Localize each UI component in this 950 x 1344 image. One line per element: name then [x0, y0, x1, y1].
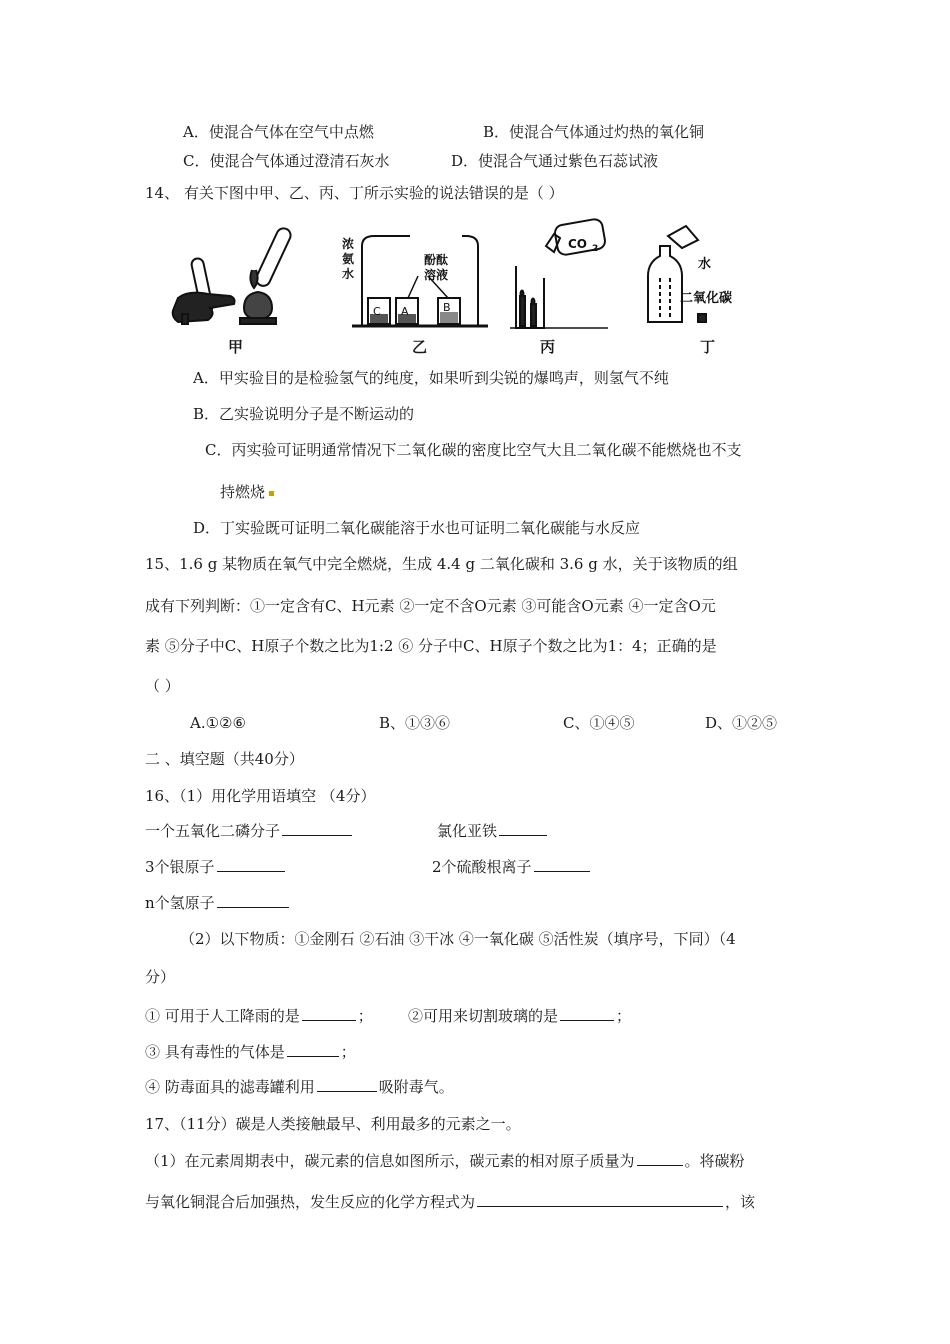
q16-toxic: ③ 具有毒性的气体是 ；	[145, 1043, 356, 1061]
answer-blank-rain[interactable]	[302, 1006, 356, 1021]
experiment-illustration	[170, 218, 770, 358]
answer-blank-glass[interactable]	[560, 1006, 614, 1021]
phenol-label-1: 酚酞	[424, 253, 449, 267]
q16-mask: ④ 防毒面具的滤毒罐利用 吸附毒气。	[145, 1078, 454, 1096]
q16-ag: 3个银原子	[145, 857, 287, 877]
answer-blank-mask[interactable]	[317, 1077, 377, 1092]
q15-option-c: C、①④⑤	[563, 714, 635, 732]
co2-subscript: 2	[592, 244, 599, 254]
figure-label-bing: 丙	[540, 338, 556, 356]
q17-title: 17、（11分）碳是人类接触最早、利用最多的元素之一。	[145, 1115, 521, 1133]
answer-blank-h[interactable]	[217, 893, 289, 908]
q15-line1: 15、1.6 g 某物质在氧气中完全燃烧，生成 4.4 g 二氧化碳和 3.6 g 水，关于该物质的组	[145, 555, 738, 573]
ammonia-label-1: 浓	[342, 237, 355, 251]
q15-option-b: B、①③⑥	[379, 714, 451, 732]
q16-h: n个氢原子	[145, 893, 291, 913]
q16-title: 16、（1）用化学用语填空 （4分）	[145, 787, 376, 805]
q14-option-a: A．甲实验目的是检验氢气的纯度，如果听到尖锐的爆鸣声，则氢气不纯	[193, 369, 669, 387]
bing-apparatus	[510, 218, 608, 328]
q16-rain: ① 可用于人工降雨的是 ；	[145, 1007, 373, 1025]
q15-line4: （ ）	[145, 677, 180, 695]
q13-option-d: D．使混合气通过紫色石蕊试液	[451, 152, 659, 170]
ammonia-label-2: 氨	[342, 252, 355, 266]
answer-blank-fecl2[interactable]	[499, 821, 547, 836]
figure-label-ding: 丁	[700, 338, 716, 356]
jia-apparatus	[173, 226, 293, 324]
q13-option-a: A．使混合气体在空气中点燃	[183, 123, 374, 141]
q17-line2: 与氧化铜混合后加强热，发生反应的化学方程式为 ，该	[145, 1193, 756, 1211]
q17-line1: （1）在元素周期表中，碳元素的信息如图所示，碳元素的相对原子质量为 。将碳粉	[145, 1152, 745, 1170]
q16-glass: ②可用来切割玻璃的是 ；	[408, 1007, 632, 1025]
q15-option-a: A.①②⑥	[190, 714, 246, 732]
co2-label: CO	[568, 237, 588, 251]
water-label: 水	[698, 257, 712, 272]
co2-bottle-label: 二氧化碳	[680, 291, 733, 306]
answer-blank-toxic[interactable]	[287, 1042, 339, 1057]
answer-blank-p2o5[interactable]	[282, 821, 352, 836]
q14-option-b: B．乙实验说明分子是不断运动的	[193, 405, 415, 423]
experiment-figure	[170, 218, 770, 358]
q16-so4: 2个硫酸根离子	[432, 857, 592, 877]
ding-apparatus	[648, 226, 706, 322]
q14-option-c-line2: 持燃烧	[220, 482, 274, 502]
stray-mark	[269, 491, 274, 496]
q13-option-b: B．使混合气体通过灼热的氧化铜	[483, 123, 705, 141]
q16-part2-line1: （2）以下物质：①金刚石 ②石油 ③干冰 ④一氧化碳 ⑤活性炭（填序号，下同）（4	[180, 930, 736, 948]
section-heading: 二 、填空题（共40分）	[145, 750, 304, 768]
q14-stem: 14、 有关下图中甲、乙、丙、丁所示实验的说法错误的是（ ）	[145, 184, 564, 202]
beaker-b-label: B	[443, 301, 451, 314]
q16-p2o5: 一个五氧化二磷分子	[145, 821, 354, 841]
answer-blank-equation[interactable]	[477, 1192, 723, 1207]
answer-blank-so4[interactable]	[534, 857, 590, 872]
q14-option-c-line1: C．丙实验可证明通常情况下二氧化碳的密度比空气大且二氧化碳不能燃烧也不支	[205, 441, 742, 459]
q15-option-d: D、①②⑤	[705, 714, 778, 732]
q16-part2-line2: 分）	[145, 968, 176, 986]
phenol-label-2: 溶液	[424, 268, 449, 282]
answer-blank-ag[interactable]	[217, 857, 285, 872]
q13-option-c: C．使混合气体通过澄清石灰水	[183, 152, 390, 170]
q16-fecl2: 氯化亚铁	[437, 821, 549, 841]
q15-line2: 成有下列判断：①一定含有C、H元素 ②一定不含O元素 ③可能含O元素 ④一定含O元	[145, 597, 716, 615]
q14-option-d: D．丁实验既可证明二氧化碳能溶于水也可证明二氧化碳能与水反应	[193, 519, 641, 537]
figure-label-jia: 甲	[228, 338, 244, 356]
q15-line3: 素 ⑤分子中C、H原子个数之比为1:2 ⑥ 分子中C、H原子个数之比为1：4；正确的是	[145, 637, 717, 655]
beaker-c-label: C	[373, 305, 381, 318]
figure-label-yi: 乙	[412, 338, 428, 356]
answer-blank-carbon-mass[interactable]	[637, 1151, 683, 1166]
ammonia-label-3: 水	[342, 267, 355, 281]
beaker-a-label: A	[401, 305, 409, 318]
